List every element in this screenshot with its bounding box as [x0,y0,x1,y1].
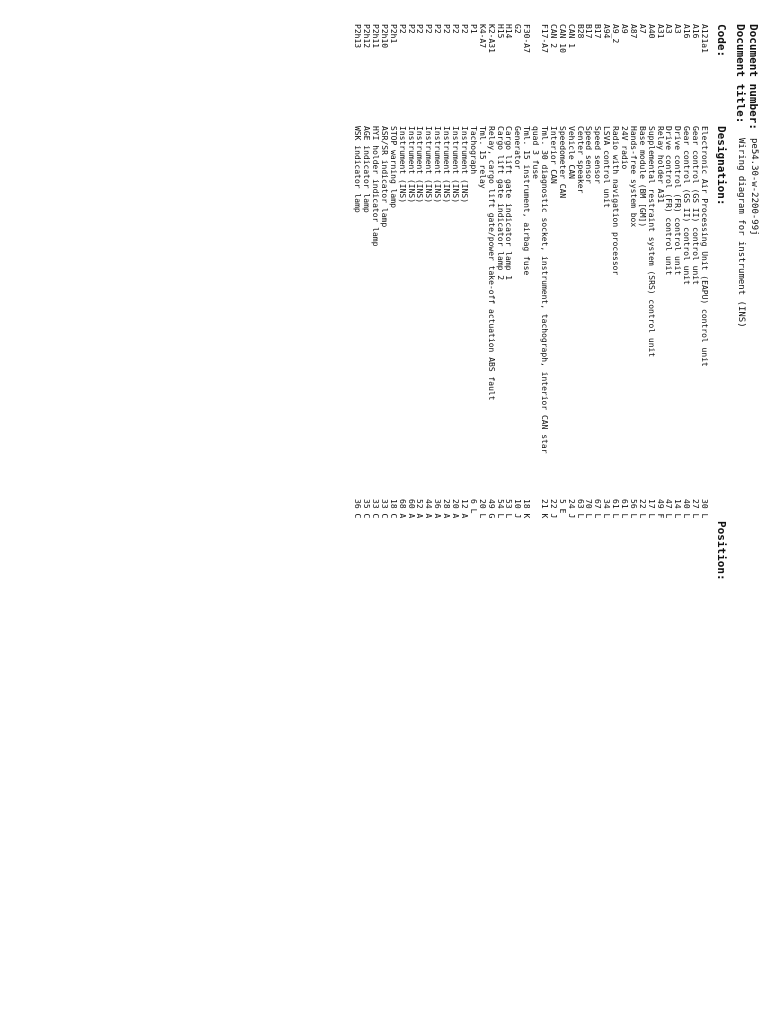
row-position: 40 L [682,499,692,519]
table-row [530,24,539,1014]
row-position: 36 C [353,499,363,519]
row-designation: Instrument (INS) [459,126,469,204]
row-designation: Instrument (INS) [433,126,443,204]
row-code: H14 [504,24,514,39]
table-row [592,24,601,1014]
row-designation: Cargo lift gate indicator lamp 1 [504,126,514,281]
row-code: A7 [637,24,647,34]
table-row [486,24,495,1014]
row-position: 22 L [637,499,647,519]
document-number-label: Document number: [747,24,760,130]
row-code: A94 [602,24,612,39]
row-position: 35 C [362,499,372,519]
row-position: 54 L [495,499,505,519]
row-position: 60 A [406,499,416,519]
table-row [521,24,530,1014]
table-row [388,24,397,1014]
row-position: 24 J [566,499,576,519]
table-row [415,24,424,1014]
row-position: 68 A [397,499,407,519]
row-position: 21 K [539,499,549,519]
row-code: P2 [433,24,443,34]
table-row [379,24,388,1014]
row-code: H15 [495,24,505,39]
document-number-row [747,24,760,236]
row-code: K2-A31 [486,24,496,53]
row-code: P2 [406,24,416,34]
row-code: CAN 1 [566,24,576,49]
row-designation: Base module (BM [GM]) [637,126,647,228]
row-position: 27 L [691,499,701,519]
row-position: 61 L [611,499,621,519]
document-title-label: Document title: [734,24,747,124]
row-position: 70 L [584,499,594,519]
document-number-value: pe54.30-w-2200-99j [749,138,759,236]
table-row [397,24,406,1014]
row-designation: Instrument (INS) [451,126,461,204]
table-row [610,24,619,1014]
code-column-header: Code: [715,24,728,58]
row-position: 10 J [513,499,523,519]
document-title-row [734,24,747,328]
table-row [361,24,370,1014]
row-designation: Center speaker [575,126,585,194]
row-code: A3 [664,24,674,34]
row-position: 61 L [619,499,629,519]
row-code: A9_2 [611,24,621,44]
row-code: A9 [619,24,629,34]
row-code: P1 [468,24,478,34]
table-row [681,24,690,1014]
row-position: 12 A [459,499,469,519]
row-designation: Instrument (INS) [424,126,434,204]
row-position: 33 C [371,499,381,519]
position-column-header: Position: [715,521,728,581]
row-code: P2 [451,24,461,34]
row-position: 18 C [388,499,398,519]
row-position: 52 A [415,499,425,519]
row-code: A121a1 [700,24,709,53]
row-code: P2 [459,24,469,34]
row-designation: LSVA control unit [602,126,612,208]
row-position: 22 J [548,499,558,519]
row-position: 49 F [655,499,665,519]
row-position: 36 A [433,499,443,519]
row-code: P2h13 [353,24,363,49]
table-row [468,24,477,1014]
row-designation: AGE indicator lamp [362,126,372,213]
table-row [637,24,646,1014]
row-position: 63 L [575,499,585,519]
row-designation: Hands-free system box [628,126,638,228]
row-code: A31 [655,24,665,39]
row-position: 5 E [557,499,567,514]
row-code: P2h11 [371,24,381,49]
row-position: 20 L [477,499,487,519]
table-row [477,24,486,1014]
table-row [352,24,361,1014]
row-designation: Tml. 15 relay [477,126,487,189]
table-row [432,24,441,1014]
row-code: P2 [397,24,407,34]
designation-column-header: Designation: [715,126,728,206]
row-designation: Interior CAN [548,126,558,184]
row-designation: Relay holder A31 [655,126,665,204]
row-designation: ASR/SR indicator lamp [379,126,389,228]
table-row [646,24,655,1014]
table-row [548,24,557,1014]
row-code: F17-A7 [539,24,549,53]
table-row [619,24,628,1014]
table-row [504,24,513,1014]
row-designation: Tml. 30 diagnostic socket, instrument, tachograph, interior CAN star [539,126,549,454]
row-designation: 24V radio [619,126,629,170]
row-position: 67 L [593,499,603,519]
row-position: 28 A [442,499,452,519]
row-designation: Radio with navigation processor [611,126,621,276]
row-designation: Supplemental restraint system (SRS) control unit [646,126,656,358]
row-position: 33 C [379,499,389,519]
row-code: A40 [646,24,656,39]
parts-table [352,24,708,1014]
row-position: 30 L [700,499,709,519]
row-code: P2h10 [379,24,389,49]
row-designation: Tachograph [468,126,478,175]
table-row [450,24,459,1014]
row-designation: STOP warning lamp [388,126,398,208]
row-position: 47 L [664,499,674,519]
row-designation: WSK indicator lamp [353,126,363,213]
row-designation: Gear control (GS II) control unit [691,126,701,285]
table-row [441,24,450,1014]
row-position: 34 L [602,499,612,519]
table-row [690,24,699,1014]
table-row [406,24,415,1014]
row-designation: Relay, cargo lift gate/power take-off actuation ABS fault [486,126,496,401]
row-designation: Gear control (GS II) control unit [682,126,692,285]
row-code: P2 [415,24,425,34]
row-designation: Instrument (INS) [397,126,407,204]
table-row [601,24,610,1014]
table-row [699,24,708,1014]
row-designation: Instrument (INS) [442,126,452,204]
table-row [655,24,664,1014]
table-row [459,24,468,1014]
row-designation: Instrument (INS) [415,126,425,204]
row-position: 20 A [451,499,461,519]
row-position: 53 L [504,499,514,519]
row-code: CAN 2 [548,24,558,49]
row-position: 44 A [424,499,434,519]
row-designation: Speed sensor [584,126,594,184]
table-row [566,24,575,1014]
table-row [512,24,521,1014]
row-position: 14 L [673,499,683,519]
table-row [628,24,637,1014]
row-designation: HYI holder indicator lamp [371,126,381,247]
table-row [557,24,566,1014]
row-designation: Generator [513,126,523,170]
table-row [672,24,681,1014]
document-title-value: Wiring diagram for instrument (INS) [736,138,746,328]
row-code: P2 [424,24,434,34]
row-code: K4-A7 [477,24,487,49]
row-code: B28 [575,24,585,39]
table-row [424,24,433,1014]
row-code: A16 [691,24,701,39]
row-code: P2 [442,24,452,34]
row-designation: Vehicle CAN [566,126,576,179]
table-row [664,24,673,1014]
table-row [584,24,593,1014]
row-position: 56 L [628,499,638,519]
row-code: B17 [593,24,603,39]
row-code: A16 [682,24,692,39]
row-designation: Tml. 15 instrument, airbag fuse [522,126,532,276]
row-position: 18 K [522,499,532,519]
row-code: B17 [584,24,594,39]
table-row [539,24,548,1014]
row-designation: Cargo lift gate indicator lamp 2 [495,126,505,281]
row-code: G2 [513,24,523,34]
row-code: P2h12 [362,24,372,49]
row-position: 6 L [468,499,478,514]
table-row [495,24,504,1014]
table-row [370,24,379,1014]
row-position: 49 G [486,499,496,519]
row-code: A87 [628,24,638,39]
row-designation: quad 3 fuse [531,126,541,179]
row-code: F30-A7 [522,24,532,53]
row-designation: Speedometer CAN [557,126,567,199]
row-designation: Instrument (INS) [406,126,416,204]
row-code: CAN 10 [557,24,567,53]
table-row [575,24,584,1014]
row-designation: Speed sensor [593,126,603,184]
row-position: 17 L [646,499,656,519]
row-designation: Drive control (FR) control unit [664,126,674,276]
row-code: A3 [673,24,683,34]
row-code: P2h1 [388,24,398,44]
row-designation: Electronic Air Processing Unit (EAPU) control unit [700,126,709,367]
row-designation: Drive control (FR) control unit [673,126,683,276]
